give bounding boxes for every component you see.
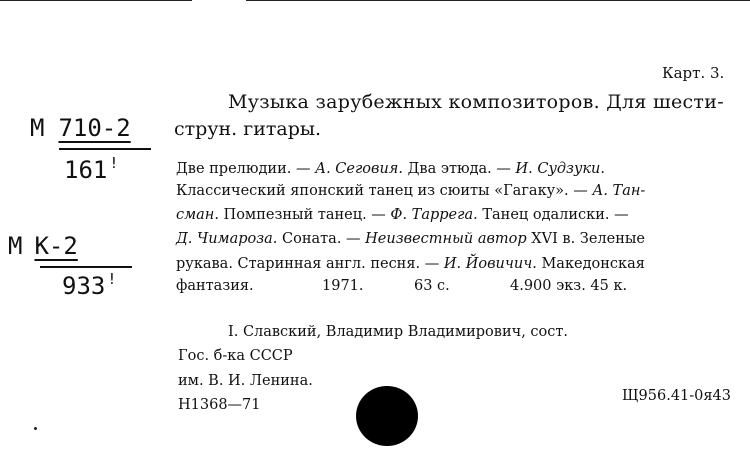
contents-text: Классический японский танец из сюиты «Гагаку». —	[176, 183, 593, 199]
contents-text: Танец одалиски. —	[477, 207, 629, 223]
shelfmark-sub-number: 933	[62, 272, 106, 300]
contents-text: рукава. Старинная англ. песня. —	[176, 256, 444, 272]
page-count: 63 с.	[414, 278, 450, 294]
composer-name: сман.	[176, 207, 219, 223]
contents-line-6	[176, 278, 254, 294]
contents-line-4	[176, 231, 645, 247]
contents-text: Соната. —	[277, 231, 366, 247]
composer-name: И. Йовичич.	[443, 256, 537, 272]
punch-hole	[356, 386, 418, 446]
contents-text: Две прелюдии. —	[176, 161, 316, 177]
composer-name: А. Тан-	[592, 183, 646, 199]
contents-line-3	[176, 207, 629, 223]
ink-dot	[34, 427, 37, 430]
library-line-1: Гос. б-ка СССР	[178, 348, 293, 364]
shelfmark-2-sub	[62, 270, 116, 300]
contents-text: Два этюда. —	[403, 161, 516, 177]
contents-text: Помпезный танец. —	[218, 207, 391, 223]
top-edge-line	[0, 0, 192, 1]
shelfmark-1	[30, 114, 131, 142]
tracing: I. Славский, Владимир Владимирович, сост.	[228, 324, 569, 340]
shelfmark-divider	[59, 148, 151, 150]
composer-name: А. Сеговия.	[315, 161, 404, 177]
contents-text: Македонская	[536, 256, 645, 272]
shelfmark-mark: !	[107, 270, 117, 288]
shelfmark-code: К-2	[34, 232, 78, 260]
shelfmark-2	[8, 232, 78, 260]
contents-line-1	[176, 161, 605, 177]
card-number: Карт. 3.	[662, 64, 725, 82]
composer-name: Ф. Таррега.	[390, 207, 478, 223]
shelfmark-prefix: М	[30, 114, 45, 142]
print-run-price: 4.900 экз. 45 к.	[510, 278, 628, 294]
shelfmark-sub-number: 161	[64, 156, 108, 184]
shelfmark-prefix: М	[8, 232, 23, 260]
shelfmark-mark: !	[109, 154, 119, 172]
contents-text: фантазия.	[176, 278, 254, 294]
shelfmark-divider	[40, 266, 132, 268]
card-code: Н1368—71	[178, 397, 261, 413]
contents-text: XVI в. Зеленые	[526, 231, 646, 247]
composer-name: И. Судзуки.	[515, 161, 605, 177]
composer-name: Д. Чимароза.	[176, 231, 278, 247]
publication-year: 1971.	[322, 278, 364, 294]
top-edge-line	[246, 0, 750, 1]
composer-name: Неизвестный автор	[365, 231, 527, 247]
shelfmark-1-sub	[64, 154, 118, 184]
shelfmark-code: 710-2	[58, 114, 131, 142]
classification-index: Щ956.41-0я43	[622, 388, 732, 404]
library-line-2: им. В. И. Ленина.	[178, 373, 313, 389]
title-line-2: струн. гитары.	[174, 118, 322, 140]
contents-line-2	[176, 183, 645, 199]
title-line-1: Музыка зарубежных композиторов. Для шести-	[228, 91, 724, 113]
contents-line-5	[176, 256, 645, 272]
